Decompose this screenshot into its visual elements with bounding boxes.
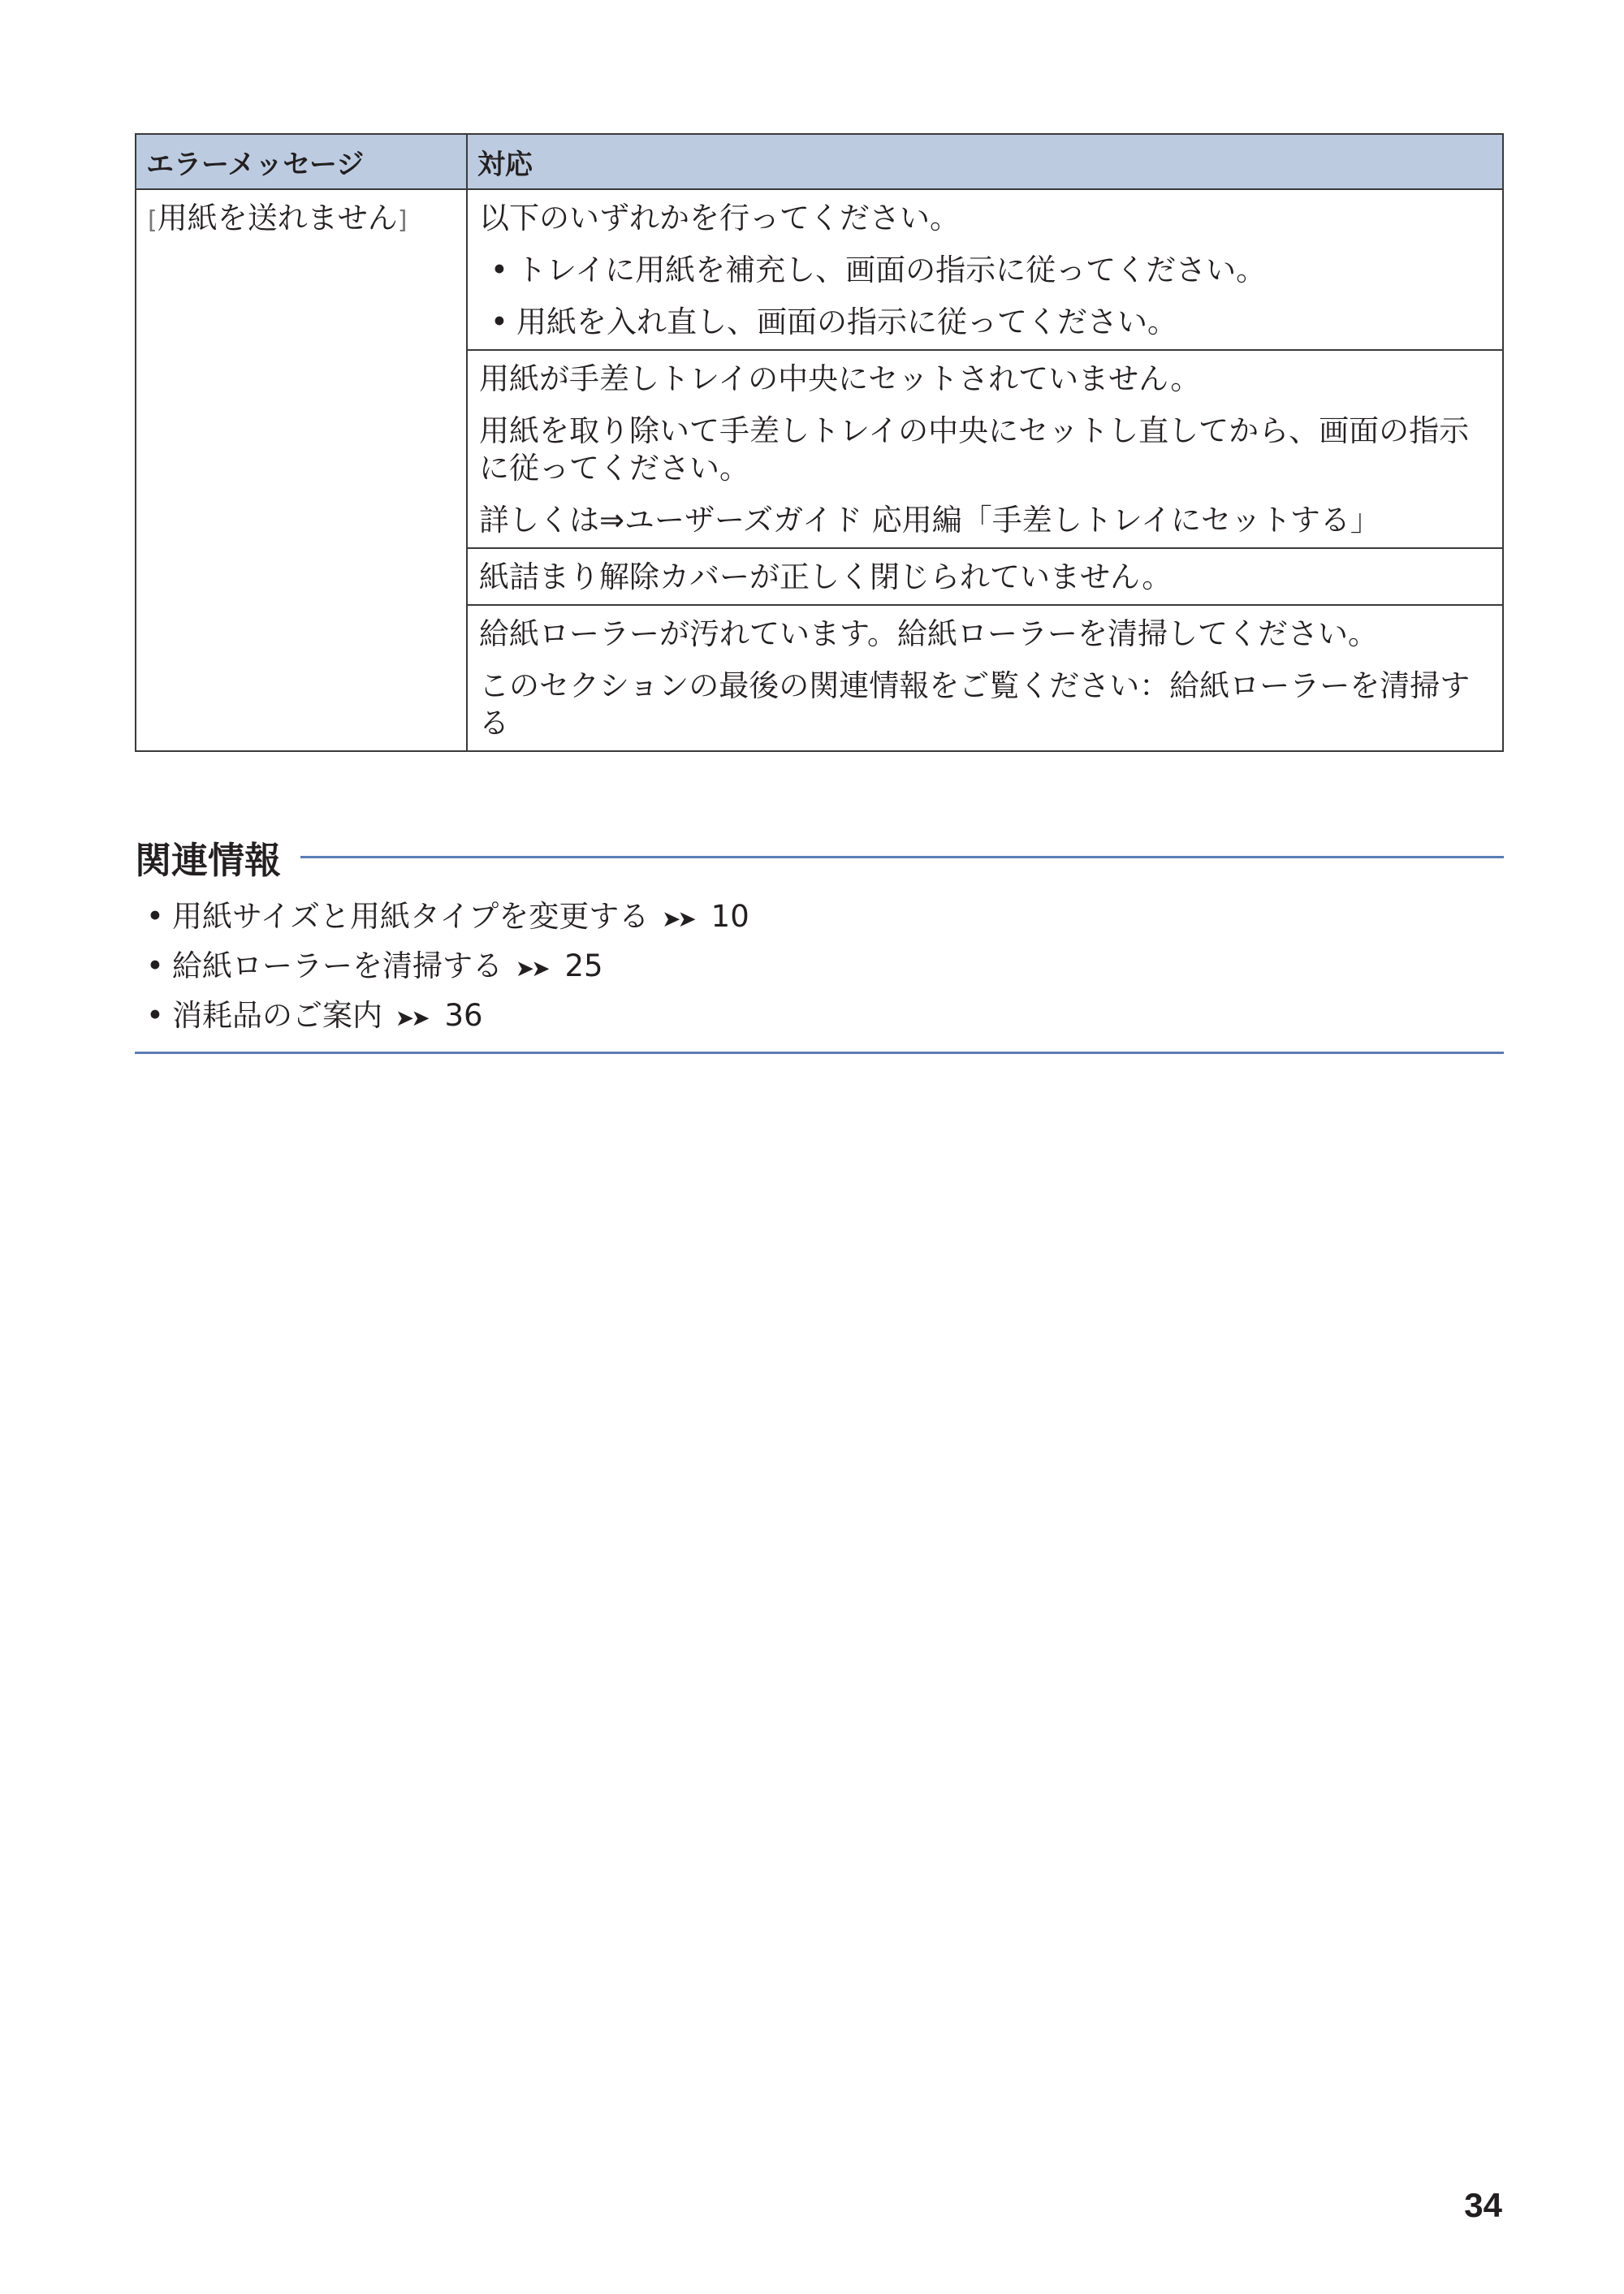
action-text: 用紙を取り除いて手差しトレイの中央にセットし直してから、画面の指示に従ってください。 [479,413,1470,486]
bullet-icon: • [490,305,508,339]
related-link-page[interactable]: 10 [710,899,749,934]
list-item-text: 用紙を入れ直し、画面の指示に従ってください。 [516,305,1177,339]
related-link-label[interactable]: 用紙サイズと用紙タイプを変更する [172,899,650,934]
related-link[interactable] [135,943,1504,992]
divider [300,856,1504,858]
double-arrow-icon: ➤➤ [515,955,547,982]
related-link[interactable] [135,992,1504,1042]
error-message-cell [136,189,467,751]
double-arrow-icon: ➤➤ [661,905,693,932]
action-cell-2 [467,350,1503,548]
related-info-header [135,828,1504,885]
action-text: 給紙ローラーが汚れています。給紙ローラーを清掃してください。 [479,616,1379,651]
list-item-text: トレイに用紙を補充し、画面の指示に従ってください。 [516,253,1267,287]
action-intro: 以下のいずれかを行ってください。 [479,201,960,235]
related-link-page[interactable]: 36 [444,998,483,1033]
related-info-title: 関連情報 [135,838,282,882]
related-link[interactable] [135,893,1504,943]
bullet-icon: • [490,253,508,287]
bullet-icon: • [146,998,164,1033]
related-link-label[interactable]: 消耗品のご案内 [172,998,382,1033]
action-reference: 詳しくは⇒ユーザーズガイド 応用編「手差しトレイにセットする」 [479,503,1380,538]
related-link-page[interactable]: 25 [564,948,603,983]
bullet-icon: • [146,899,164,934]
action-cell-4 [467,605,1503,751]
header-error-message: エラーメッセージ [136,134,467,189]
bracket-close: ] [397,206,408,235]
related-info-section [135,828,1504,1054]
action-cell-1 [467,189,1503,350]
action-text: 用紙が手差しトレイの中央にセットされていません。 [479,361,1201,396]
error-message-text: 用紙を送れません [157,201,398,235]
list-item [479,304,1491,341]
action-cell-3 [467,548,1503,605]
related-link-label[interactable]: 給紙ローラーを清掃する [172,948,503,983]
action-text: 紙詰まり解除カバーが正しく閉じられていません。 [479,559,1173,594]
table-row [136,189,1503,350]
error-message-table [135,133,1504,752]
list-item [479,252,1491,289]
action-text: このセクションの最後の関連情報をご覧ください：給紙ローラーを清掃する [479,668,1471,741]
table-header-row [136,134,1503,189]
bracket-open: [ [148,206,158,235]
double-arrow-icon: ➤➤ [395,1004,427,1031]
related-info-list [135,893,1504,1042]
header-action: 対応 [467,134,1503,189]
page-number: 34 [1464,2186,1502,2224]
divider [135,1052,1504,1054]
bullet-icon: • [146,948,164,983]
